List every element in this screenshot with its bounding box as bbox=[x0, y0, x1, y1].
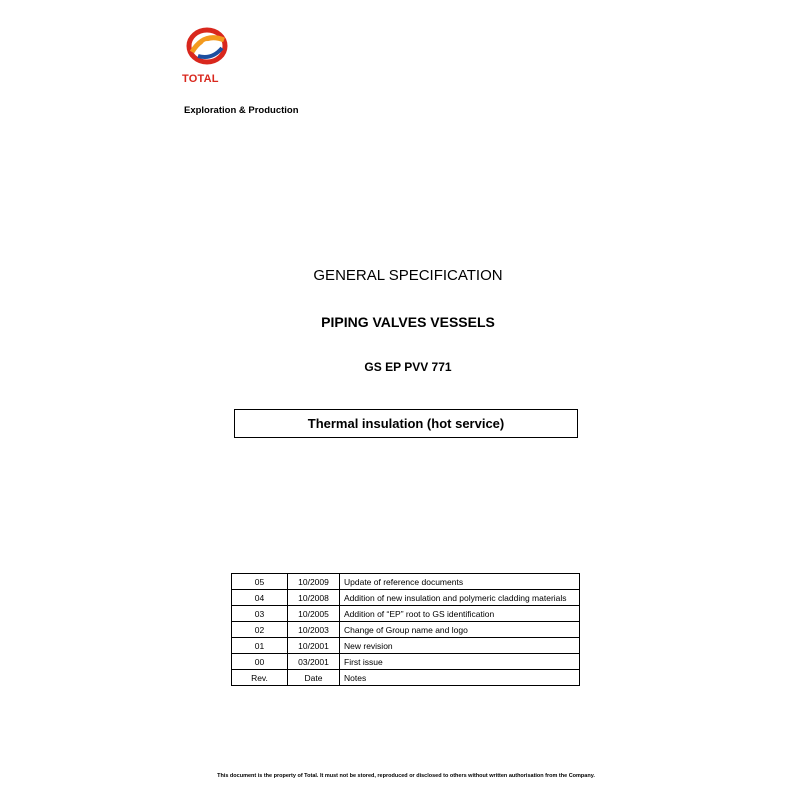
date-cell: 03/2001 bbox=[288, 654, 340, 670]
notes-cell: Change of Group name and logo bbox=[340, 622, 580, 638]
table-header-row bbox=[232, 670, 580, 686]
notes-cell: New revision bbox=[340, 638, 580, 654]
date-cell: 10/2009 bbox=[288, 574, 340, 590]
document-type: GENERAL SPECIFICATION bbox=[313, 267, 503, 284]
notes-cell: Addition of new insulation and polymeric cladding materials bbox=[340, 590, 580, 606]
brand-name: TOTAL bbox=[182, 73, 219, 85]
revision-table bbox=[231, 573, 580, 686]
document-reference: GS EP PVV 771 bbox=[364, 360, 452, 374]
document-family: PIPING VALVES VESSELS bbox=[321, 314, 495, 330]
rev-cell: 04 bbox=[232, 590, 288, 606]
table-row bbox=[232, 654, 580, 670]
document-subject: Thermal insulation (hot service) bbox=[307, 416, 505, 431]
date-cell: 10/2003 bbox=[288, 622, 340, 638]
total-logo-icon bbox=[184, 26, 230, 66]
rev-cell: 00 bbox=[232, 654, 288, 670]
rev-cell: 01 bbox=[232, 638, 288, 654]
table-row bbox=[232, 606, 580, 622]
division-label: Exploration & Production bbox=[184, 105, 299, 116]
subject-box bbox=[234, 409, 578, 438]
date-header: Date bbox=[288, 670, 340, 686]
notes-cell: Addition of “EP” root to GS identification bbox=[340, 606, 580, 622]
table-row bbox=[232, 638, 580, 654]
rev-cell: 02 bbox=[232, 622, 288, 638]
date-cell: 10/2008 bbox=[288, 590, 340, 606]
rev-cell: 03 bbox=[232, 606, 288, 622]
table-row bbox=[232, 622, 580, 638]
rev-cell: 05 bbox=[232, 574, 288, 590]
notes-cell: First issue bbox=[340, 654, 580, 670]
rev-header: Rev. bbox=[232, 670, 288, 686]
table-row bbox=[232, 590, 580, 606]
notes-cell: Update of reference documents bbox=[340, 574, 580, 590]
notes-header: Notes bbox=[340, 670, 580, 686]
table-row bbox=[232, 574, 580, 590]
date-cell: 10/2005 bbox=[288, 606, 340, 622]
confidentiality-notice: This document is the property of Total. It must not be stored, reproduced or disclosed to others without written authorisation from the Company. bbox=[217, 773, 595, 779]
date-cell: 10/2001 bbox=[288, 638, 340, 654]
